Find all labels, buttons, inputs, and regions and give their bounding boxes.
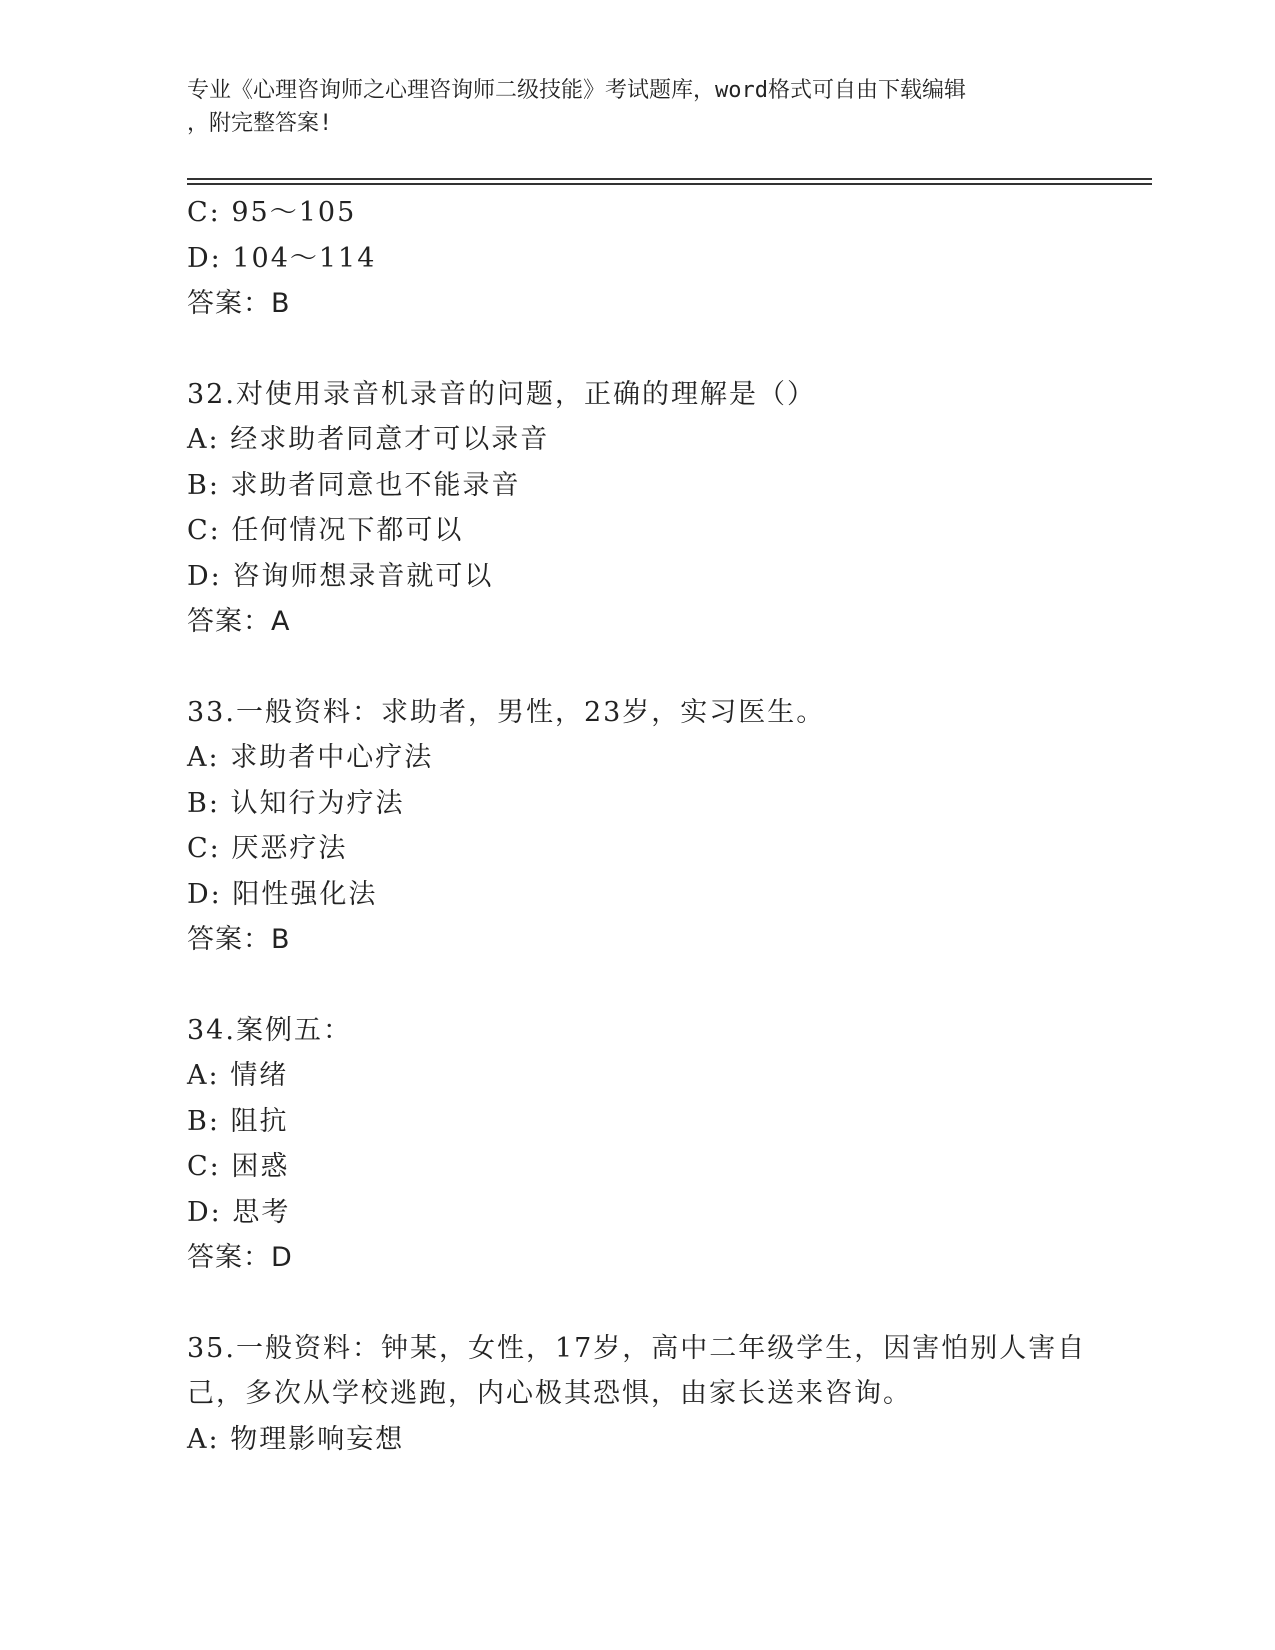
option-text: 求助者同意也不能录音 (230, 469, 521, 501)
option-row (187, 554, 1087, 600)
spacer (187, 327, 1087, 372)
option-key: A: (187, 1060, 220, 1091)
option-key: C: (187, 515, 221, 546)
option-key: B: (187, 787, 220, 819)
option-key: A: (187, 1423, 220, 1455)
option-key: D: (187, 1196, 222, 1228)
option-text: 任何情况下都可以 (231, 515, 464, 546)
option-row (187, 826, 1087, 872)
option-key: D: (187, 242, 222, 274)
answer-line: 答案：B (187, 924, 291, 955)
option-row (187, 1099, 1087, 1145)
question-number: 32. (187, 378, 236, 410)
option-text: 思考 (232, 1196, 291, 1228)
option-text: 经求助者同意才可以录音 (230, 424, 550, 455)
question-stem (187, 1326, 1087, 1372)
option-text: 物理影响妄想 (230, 1423, 405, 1455)
option-key: C: (187, 197, 221, 228)
option-row (187, 1190, 1087, 1236)
option-row (187, 872, 1087, 918)
option-text: 阻抗 (230, 1105, 289, 1137)
option-row (187, 236, 1087, 282)
question-stem (187, 690, 1087, 736)
option-key: A: (187, 742, 220, 773)
option-row (187, 1144, 1087, 1190)
option-row (187, 1417, 1087, 1463)
question-stem-continued: 己，多次从学校逃跑，内心极其恐惧，由家长送来咨询。 (187, 1378, 912, 1409)
question-number: 33. (187, 696, 236, 728)
option-row (187, 508, 1087, 554)
option-row (187, 735, 1087, 781)
question-number: 35. (187, 1332, 236, 1364)
question-text: 对使用录音机录音的问题，正确的理解是（） (235, 378, 816, 410)
answer-line: 答案：A (187, 606, 291, 637)
option-key: D: (187, 560, 222, 592)
header-divider-bottom (187, 183, 1152, 185)
option-text: 认知行为疗法 (230, 787, 405, 819)
option-row (187, 417, 1087, 463)
option-row (187, 190, 1087, 236)
option-key: D: (187, 878, 222, 910)
question-text: 一般资料：钟某，女性，17岁，高中二年级学生，因害怕别人害自 (235, 1332, 1087, 1364)
question-stem (187, 372, 1087, 418)
option-text: 情绪 (230, 1060, 289, 1091)
option-key: B: (187, 1105, 220, 1137)
option-key: C: (187, 833, 221, 864)
option-key: B: (187, 469, 220, 501)
question-text: 一般资料：求助者，男性，23岁，实习医生。 (235, 696, 826, 728)
spacer (187, 963, 1087, 1008)
option-text: 95～105 (231, 197, 357, 228)
option-text: 困惑 (231, 1151, 290, 1182)
header-line-2: ，附完整答案! (187, 111, 333, 136)
header-divider-top (187, 178, 1152, 180)
option-text: 阳性强化法 (232, 878, 378, 910)
question-text: 案例五： (235, 1014, 352, 1046)
option-key: A: (187, 424, 220, 455)
option-text: 104～114 (232, 242, 377, 274)
answer-line: 答案：D (187, 1242, 293, 1273)
question-stem (187, 1008, 1087, 1054)
option-text: 厌恶疗法 (231, 833, 348, 864)
option-row (187, 463, 1087, 509)
document-header (187, 74, 1087, 140)
spacer (187, 645, 1087, 690)
option-row (187, 1053, 1087, 1099)
option-key: C: (187, 1151, 221, 1182)
option-text: 求助者中心疗法 (230, 742, 434, 773)
option-text: 咨询师想录音就可以 (232, 560, 494, 592)
option-row (187, 781, 1087, 827)
question-list (187, 190, 1087, 1462)
answer-line: 答案：B (187, 288, 291, 319)
question-number: 34. (187, 1014, 236, 1046)
header-line-1: 专业《心理咨询师之心理咨询师二级技能》考试题库，word格式可自由下载编辑 (187, 78, 966, 103)
spacer (187, 1281, 1087, 1326)
